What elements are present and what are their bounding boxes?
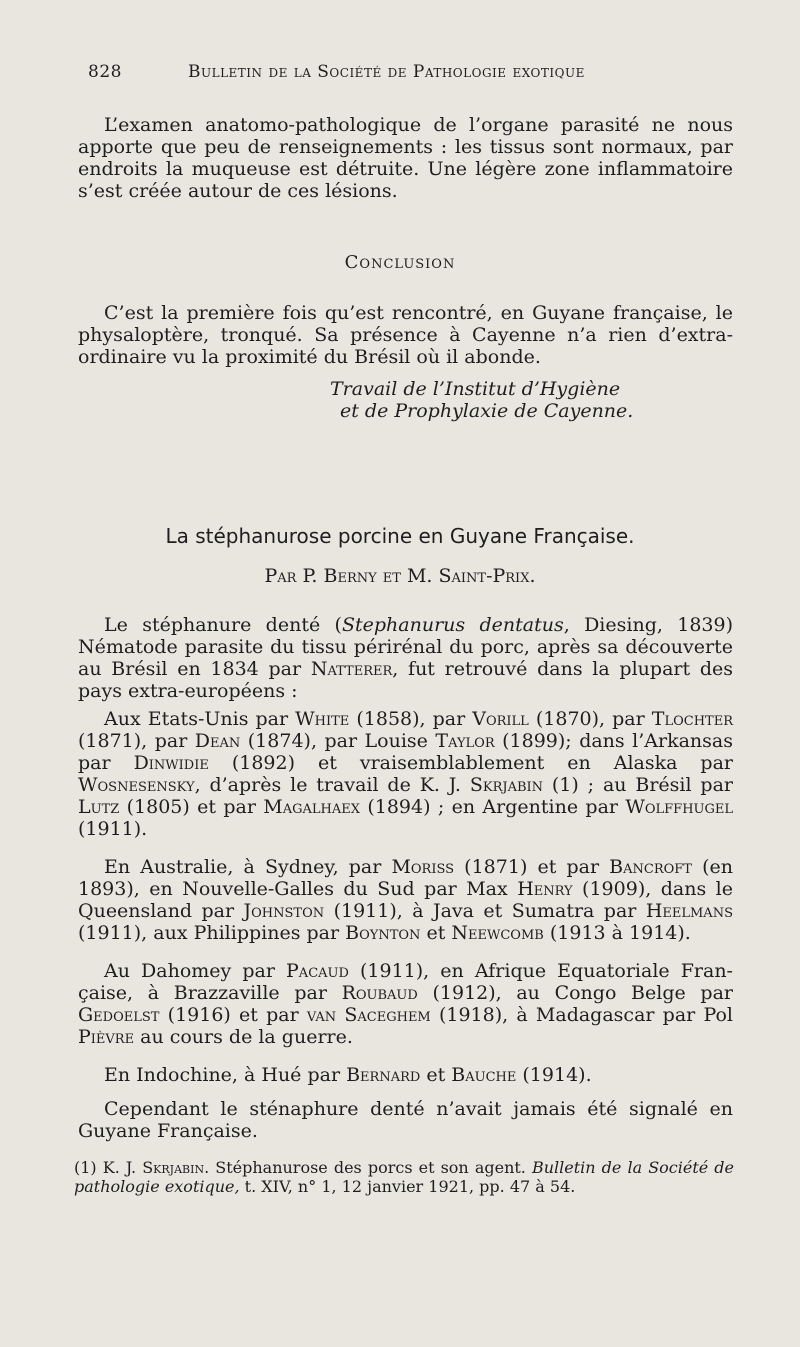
article-title: La stéphanurose porcine en Guyane Française. [165,524,635,548]
text-run: Le stéphanure denté ( [104,614,342,636]
text-run: (1911), à Java et Sumatra par [324,900,646,922]
author-name: Moriss [391,856,455,878]
signature-line-1: Travail de l’Institut d’Hygiène [330,378,621,400]
text-run: Aux Etats-Unis par [104,708,296,730]
text-run: (1) ; au Brésil par [543,774,733,796]
text-run: (1874), par Louise [240,730,436,752]
text-run: Au Dahomey par [104,960,287,982]
text-run: (1871), par [78,730,195,752]
text-run: (1805) et par [119,796,264,818]
text-run: (1894) ; en Argentine par [360,796,626,818]
author-name: Bernard [346,1064,421,1086]
signature-line-2: et de Prophylaxie de Cayenne. [340,400,634,422]
paragraph-2 [78,708,733,840]
author-name: Roubaud [341,982,418,1004]
conclusion-heading: Conclusion [344,252,456,273]
text-run: (1909), dans le Queensland par [78,878,734,922]
text-run: . Stéphanurose des porcs et son agent. [204,1158,532,1177]
text-run: et [420,1064,452,1086]
journal-title: Bulletin de la Société de Pathologie exotique [188,62,585,82]
author-name: Wolffhugel [625,796,733,818]
text-run: (1899); dans l’Arkansas par [78,730,733,774]
text-run: (1871) et par [454,856,610,878]
text-run: (1911), en Afrique Equatoriale Fran-çaise, à Brazzaville par [78,960,733,1004]
author-name: Taylor [435,730,495,752]
conclusion-paragraph: C’est la première fois qu’est rencontré, en Guyane française, le physaloptère, tronqué. Sa présence à Cayenne n’a rien d’extra-ordinaire vu la proximité du Brésil où il abonde. [78,302,733,368]
text-run: (1870), par [528,708,652,730]
text-run: t. XIV, n° 1, 12 janvier 1921, pp. 47 à 54. [239,1177,576,1196]
text-run: (1911). [78,818,148,840]
author-name: Heelmans [645,900,733,922]
author-name: Tlochter [651,708,733,730]
author-name: Boynton [345,922,421,944]
author-name: Pacaud [286,960,349,982]
text-run: (1892) et vraisemblablement en Alaska par [208,752,733,774]
author-name: White [295,708,350,730]
paragraph-6: Cependant le sténaphure denté n’avait jamais été signalé en Guyane Française. [78,1098,733,1142]
text-run: , d’après le travail de K. J. [194,774,470,796]
author-name: Dean [194,730,241,752]
author-name: Lutz [78,796,120,818]
author-name: Skrjabin [469,774,544,796]
institution-signature [330,378,710,422]
author-name: Henry [517,878,573,900]
text-run: (1916) et par [159,1004,307,1026]
author-name: Wosnesensky [78,774,195,796]
paragraph-5 [78,1064,733,1086]
text-run: En Australie, à Sydney, par [104,856,392,878]
author-name: Magalhaex [263,796,360,818]
paragraph-4 [78,960,733,1048]
author-name: Vorill [472,708,529,730]
author-name: Johnston [243,900,325,922]
paragraph-3 [78,856,733,944]
page-number: 828 [88,62,122,82]
article-authors: Par P. Berny et M. Saint-Prix. [264,565,536,587]
author-name: Dinwidie [133,752,209,774]
footnote [74,1158,734,1196]
paragraph-1 [78,614,733,702]
author-name: Natterer [310,658,393,680]
text-run: (en 1893), en Nouvelle-Galles du Sud par Max [78,856,733,900]
author-name: Gedoelst [78,1004,160,1026]
text-run: (1858), par [349,708,473,730]
intro-paragraph: L’examen anatomo-pathologique de l’organe parasité ne nous apporte que peu de renseignements : les tissus sont normaux, par endroits la muqueuse est détruite. Une légère zone inflammatoire s’est créée autour de ces lésions. [78,114,733,202]
author-name: Bauche [451,1064,517,1086]
author-name: Skrjabin [142,1158,205,1177]
footnote-marker: (1) K. J. [74,1158,143,1177]
text-run: et [420,922,452,944]
species-name: Stephanurus dentatus [341,614,564,636]
text-run: , Diesing, 1839) Nématode parasite du tissu périrénal du porc, après sa découverte au Brésil en 1834 par [78,614,733,680]
text-run: au cours de la guerre. [134,1026,353,1048]
author-name: Bancroft [609,856,692,878]
text-run: (1914). [516,1064,592,1086]
text-run: , fut retrouvé dans la plupart des pays extra-européens : [78,658,733,702]
author-name: Pièvre [78,1026,135,1048]
author-name: van Saceghem [306,1004,431,1026]
text-run: (1912), au Congo Belge par [417,982,733,1004]
journal-name: Bulletin de la Société de pathologie exotique, [74,1158,735,1196]
text-run: (1913 à 1914). [543,922,691,944]
text-run: (1918), à Madagascar par Pol [430,1004,733,1026]
text-run: En Indochine, à Hué par [104,1064,347,1086]
text-run: (1911), aux Philippines par [78,922,346,944]
author-name: Neewcomb [451,922,544,944]
